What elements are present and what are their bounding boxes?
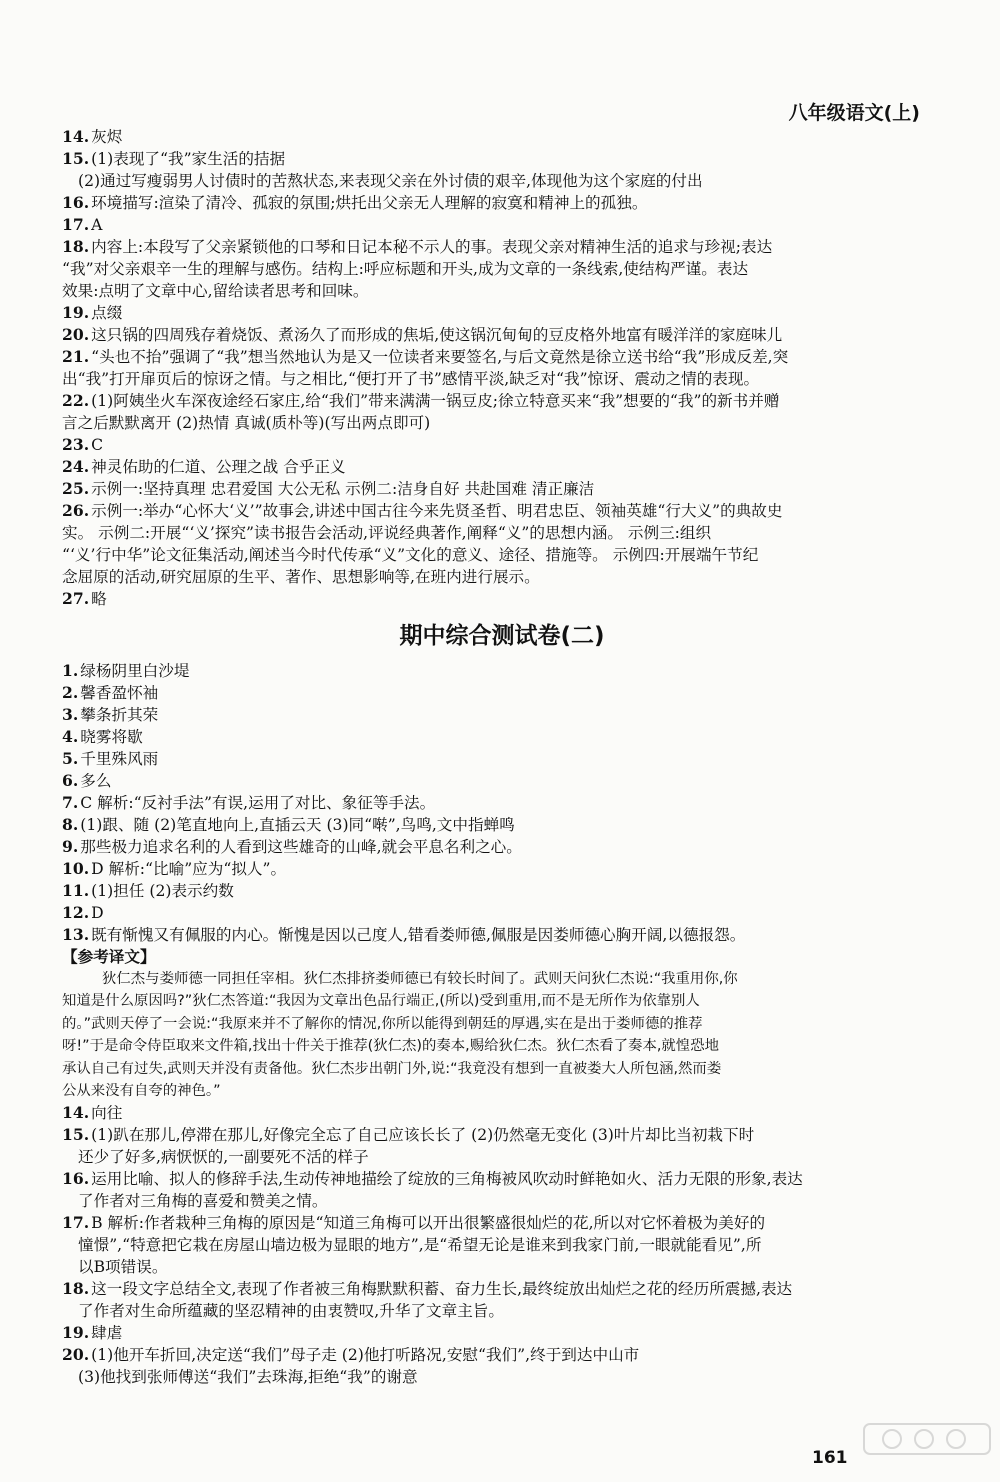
question-number: 16.: [62, 1169, 90, 1189]
question-number: 14.: [62, 127, 90, 146]
question-number: 19.: [62, 303, 90, 322]
answer-line: [62, 682, 942, 704]
answer-text: 憧憬”,“特意把它栽在房屋山墙边极为显眼的地方”,是“希望无论是谁来到我家门前,一眼就能看见”,所: [78, 1236, 762, 1255]
answer-line: [62, 192, 942, 214]
answer-text: 多么: [80, 772, 112, 790]
answer-line: [62, 836, 942, 858]
question-number: 12.: [62, 903, 90, 922]
answer-line: [62, 1168, 942, 1190]
answer-text: 出“我”打开扉页后的惊讶之情。与之相比,“便打开了书”感情平淡,缺乏对“我”惊讶、震动之情的表现。: [62, 370, 760, 388]
answer-line: [62, 858, 942, 880]
question-number: 3.: [62, 705, 79, 724]
question-number: 24.: [62, 457, 90, 476]
answer-line: [62, 1322, 942, 1344]
section-title: 期中综合测试卷(二): [399, 623, 605, 649]
question-number: 21.: [62, 347, 90, 366]
question-number: 9.: [62, 837, 79, 856]
answers-midterm-test-2: [62, 660, 942, 1388]
answer-line-continued: [62, 258, 942, 280]
answer-text: 运用比喻、拟人的修辞手法,生动传神地描绘了绽放的三角梅被风吹动时鲜艳如火、活力无限的形象,表达: [91, 1170, 803, 1189]
question-number: 1.: [62, 661, 79, 680]
answer-line: [62, 214, 942, 236]
answer-line-continued: [62, 522, 942, 544]
answer-line: [62, 1102, 942, 1124]
answer-line-continued: [62, 1190, 942, 1212]
answer-text: 神灵佑助的仁道、公理之战 合乎正义: [91, 458, 346, 476]
answer-text: 既有惭愧又有佩服的内心。惭愧是因以己度人,错看娄师德,佩服是因娄师德心胸开阔,以德报怨。: [91, 926, 746, 944]
question-number: 17.: [62, 1213, 90, 1233]
running-header: 八年级语文(上): [788, 102, 920, 124]
answer-text: 以B项错误。: [78, 1258, 168, 1277]
question-number: 2.: [62, 683, 79, 702]
answers-previous-test: [62, 126, 942, 610]
answer-text: 公从来没有自夸的神色。”: [62, 1082, 221, 1099]
answer-line-continued: [62, 1234, 942, 1256]
answer-text: (1)跟、随 (2)笔直地向上,直插云天 (3)同“啭”,鸟鸣,文中指蝉鸣: [80, 816, 515, 834]
answer-text: 承认自己有过失,武则天并没有责备他。狄仁杰步出朝门外,说:“我竟没有想到一直被娄大人所包涵,然而娄: [62, 1060, 722, 1077]
question-number: 20.: [62, 1345, 90, 1365]
question-number: 19.: [62, 1323, 90, 1343]
answer-text: 肆虐: [91, 1324, 123, 1343]
answer-text: 知道是什么原因吗?”狄仁杰答道:“我因为文章出色品行端正,(所以)受到重用,而不是无所作为依靠别人: [62, 993, 700, 1010]
answer-text: 示例一:举办“心怀大‘义’”故事会,讲述中国古往今来先贤圣哲、明君忠臣、领袖英雄“行大义”的典故史: [91, 502, 783, 520]
question-number: 5.: [62, 749, 79, 768]
answer-text: 实。 示例二:开展“‘义’探究”读书报告会活动,评说经典著作,阐释“义”的思想内涵。 示例三:组织: [62, 524, 712, 542]
answer-text: C 解析:“反衬手法”有误,运用了对比、象征等手法。: [80, 794, 436, 812]
answer-content: [62, 126, 942, 1388]
answer-line: [62, 390, 942, 412]
answer-text: 的。”武则天停了一会说:“我原来并不了解你的情况,你所以能得到朝廷的厚遇,实在是出于娄师德的推荐: [62, 1015, 703, 1032]
answer-text: 那些极力追求名利的人看到这些雄奇的山峰,就会平息名利之心。: [80, 838, 522, 856]
answer-text: 还少了好多,病恹恹的,一副要死不活的样子: [78, 1148, 369, 1167]
answer-line: [62, 902, 942, 924]
question-number: 25.: [62, 479, 90, 498]
answer-line: [62, 1124, 942, 1146]
question-number: 26.: [62, 501, 90, 520]
answer-line: [62, 456, 942, 478]
answer-line: [62, 748, 942, 770]
answer-line-continued: [62, 990, 942, 1012]
answer-line: [62, 1212, 942, 1234]
answer-line-continued: [62, 1146, 942, 1168]
answer-text: 言之后默默离开 (2)热情 真诚(质朴等)(写出两点即可): [62, 414, 431, 432]
question-number: 7.: [62, 793, 79, 812]
answer-line-continued: [62, 968, 942, 990]
answer-line: [62, 588, 942, 610]
answer-line-continued: [62, 1080, 942, 1102]
question-number: 10.: [62, 859, 90, 878]
answer-line: [62, 704, 942, 726]
answer-line: [62, 346, 942, 368]
question-number: 22.: [62, 391, 90, 410]
answer-text: 【参考译文】: [62, 947, 156, 966]
answer-text: 了作者对生命所蕴藏的坚忍精神的由衷赞叹,升华了文章主旨。: [78, 1302, 504, 1321]
answer-line: [62, 924, 942, 946]
answer-text: 点缀: [91, 304, 123, 322]
answer-text: “头也不抬”强调了“我”想当然地认为是又一位读者来要签名,与后文竟然是徐立送书给“我”形成反差,突: [91, 348, 789, 366]
answer-text: 示例一:坚持真理 忠君爱国 大公无私 示例二:洁身自好 共赴国难 清正廉洁: [91, 480, 595, 498]
answer-line-continued: [62, 544, 942, 566]
answer-text: 环境描写:渲染了清冷、孤寂的氛围;烘托出父亲无人理解的寂寞和精神上的孤独。: [91, 194, 648, 212]
question-number: 4.: [62, 727, 79, 746]
answer-text: 这一段文字总结全文,表现了作者被三角梅默默积蓄、奋力生长,最终绽放出灿烂之花的经历所震撼,表达: [91, 1280, 793, 1299]
answer-text: A: [91, 216, 103, 234]
answer-text: 内容上:本段写了父亲紧锁他的口琴和日记本秘不示人的事。表现父亲对精神生活的追求与珍视;表达: [91, 238, 773, 256]
answer-line: [62, 814, 942, 836]
answer-text: 灰烬: [91, 128, 123, 146]
answer-line: [62, 126, 942, 148]
answer-line: [62, 148, 942, 170]
answer-text: 略: [91, 590, 107, 608]
answer-text: 效果:点明了文章中心,留给读者思考和回味。: [62, 282, 369, 300]
answer-text: (1)阿姨坐火车深夜途经石家庄,给“我们”带来满满一锅豆皮;徐立特意买来“我”想要的“我”的新书并赠: [91, 392, 780, 410]
question-number: 15.: [62, 149, 90, 168]
question-number: 15.: [62, 1125, 90, 1145]
watermark-logo: [862, 1420, 992, 1478]
answer-line-continued: [62, 1058, 942, 1080]
answer-line: [62, 434, 942, 456]
answer-text: 攀条折其荣: [80, 706, 159, 724]
question-number: 6.: [62, 771, 79, 790]
answer-line: [62, 302, 942, 324]
answer-text: B 解析:作者栽种三角梅的原因是“知道三角梅可以开出很繁盛很灿烂的花,所以对它怀着极为美好的: [91, 1214, 766, 1233]
answer-text: (1)他开车折回,决定送“我们”母子走 (2)他打听路况,安慰“我们”,终于到达中山市: [91, 1346, 640, 1365]
answer-line-continued: [62, 1013, 942, 1035]
answer-line-continued: [62, 368, 942, 390]
question-number: 13.: [62, 925, 90, 944]
answer-line-continued: [62, 1366, 942, 1388]
answer-line: [62, 880, 942, 902]
question-number: 20.: [62, 325, 90, 344]
answer-text: 绿杨阴里白沙堤: [80, 662, 190, 680]
answer-line: [62, 1344, 942, 1366]
answer-line-continued: [62, 1300, 942, 1322]
answer-line: [62, 660, 942, 682]
answer-text: 千里殊风雨: [80, 750, 159, 768]
answer-text: “我”对父亲艰辛一生的理解与感伤。结构上:呼应标题和开头,成为文章的一条线索,使结构严谨。表达: [62, 260, 749, 278]
question-number: 18.: [62, 237, 90, 256]
answer-line-continued: [62, 566, 942, 588]
question-number: 11.: [62, 881, 90, 900]
answer-line-continued: [62, 280, 942, 302]
answer-line: [62, 1278, 942, 1300]
answer-text: C: [91, 436, 104, 454]
answer-text: 狄仁杰与娄师德一同担任宰相。狄仁杰排挤娄师德已有较长时间了。武则天问狄仁杰说:“我重用你,你: [102, 971, 738, 987]
answer-text: 呀!”于是命令侍臣取来文件箱,找出十件关于推荐(狄仁杰)的奏本,赐给狄仁杰。狄仁杰看了奏本,就惶恐地: [62, 1038, 719, 1055]
answer-line-continued: [62, 1035, 942, 1057]
answer-text: D 解析:“比喻”应为“拟人”。: [91, 860, 287, 878]
answer-line-continued: [62, 412, 942, 434]
answer-text: (3)他找到张师傅送“我们”去珠海,拒绝“我”的谢意: [78, 1368, 418, 1387]
answer-text: 向往: [91, 1104, 123, 1123]
question-number: 14.: [62, 1103, 90, 1123]
answer-text: D: [91, 904, 104, 922]
question-number: 8.: [62, 815, 79, 834]
question-number: 16.: [62, 193, 90, 212]
question-number: 17.: [62, 215, 90, 234]
question-number: 27.: [62, 589, 90, 608]
answer-text: 念屈原的活动,研究屈原的生平、著作、思想影响等,在班内进行展示。: [62, 568, 540, 586]
answer-text: (1)表现了“我”家生活的拮据: [91, 150, 286, 168]
question-number: 18.: [62, 1279, 90, 1299]
answer-line: [62, 500, 942, 522]
page-number: 161: [812, 1448, 848, 1468]
answer-text: 晓雾将歇: [80, 728, 143, 746]
answer-text: (1)趴在那儿,停滞在那儿,好像完全忘了自己应该长长了 (2)仍然毫无变化 (3)叶片却比当初栽下时: [91, 1126, 755, 1145]
question-number: 23.: [62, 435, 90, 454]
answer-line: [62, 236, 942, 258]
answer-line: [62, 478, 942, 500]
answer-line: [62, 726, 942, 748]
answer-line-continued: [62, 946, 942, 968]
answer-text: (2)通过写瘦弱男人讨债时的苦熬状态,来表现父亲在外讨债的艰辛,体现他为这个家庭的付出: [78, 172, 703, 190]
answer-text: (1)担任 (2)表示约数: [91, 882, 234, 900]
answer-line: [62, 324, 942, 346]
answer-text: 了作者对三角梅的喜爱和赞美之情。: [78, 1192, 328, 1211]
answer-line-continued: [62, 1256, 942, 1278]
answer-text: 这只锅的四周残存着烧饭、煮汤久了而形成的焦垢,使这锅沉甸甸的豆皮格外地富有暖洋洋的家庭味儿: [91, 326, 783, 344]
answer-line-continued: [62, 170, 942, 192]
answer-text: 馨香盈怀袖: [80, 684, 159, 702]
answer-line: [62, 792, 942, 814]
answer-line: [62, 770, 942, 792]
answer-text: “‘义’行中华”论文征集活动,阐述当今时代传承“义”文化的意义、途径、措施等。 示例四:开展端午节纪: [62, 546, 759, 564]
